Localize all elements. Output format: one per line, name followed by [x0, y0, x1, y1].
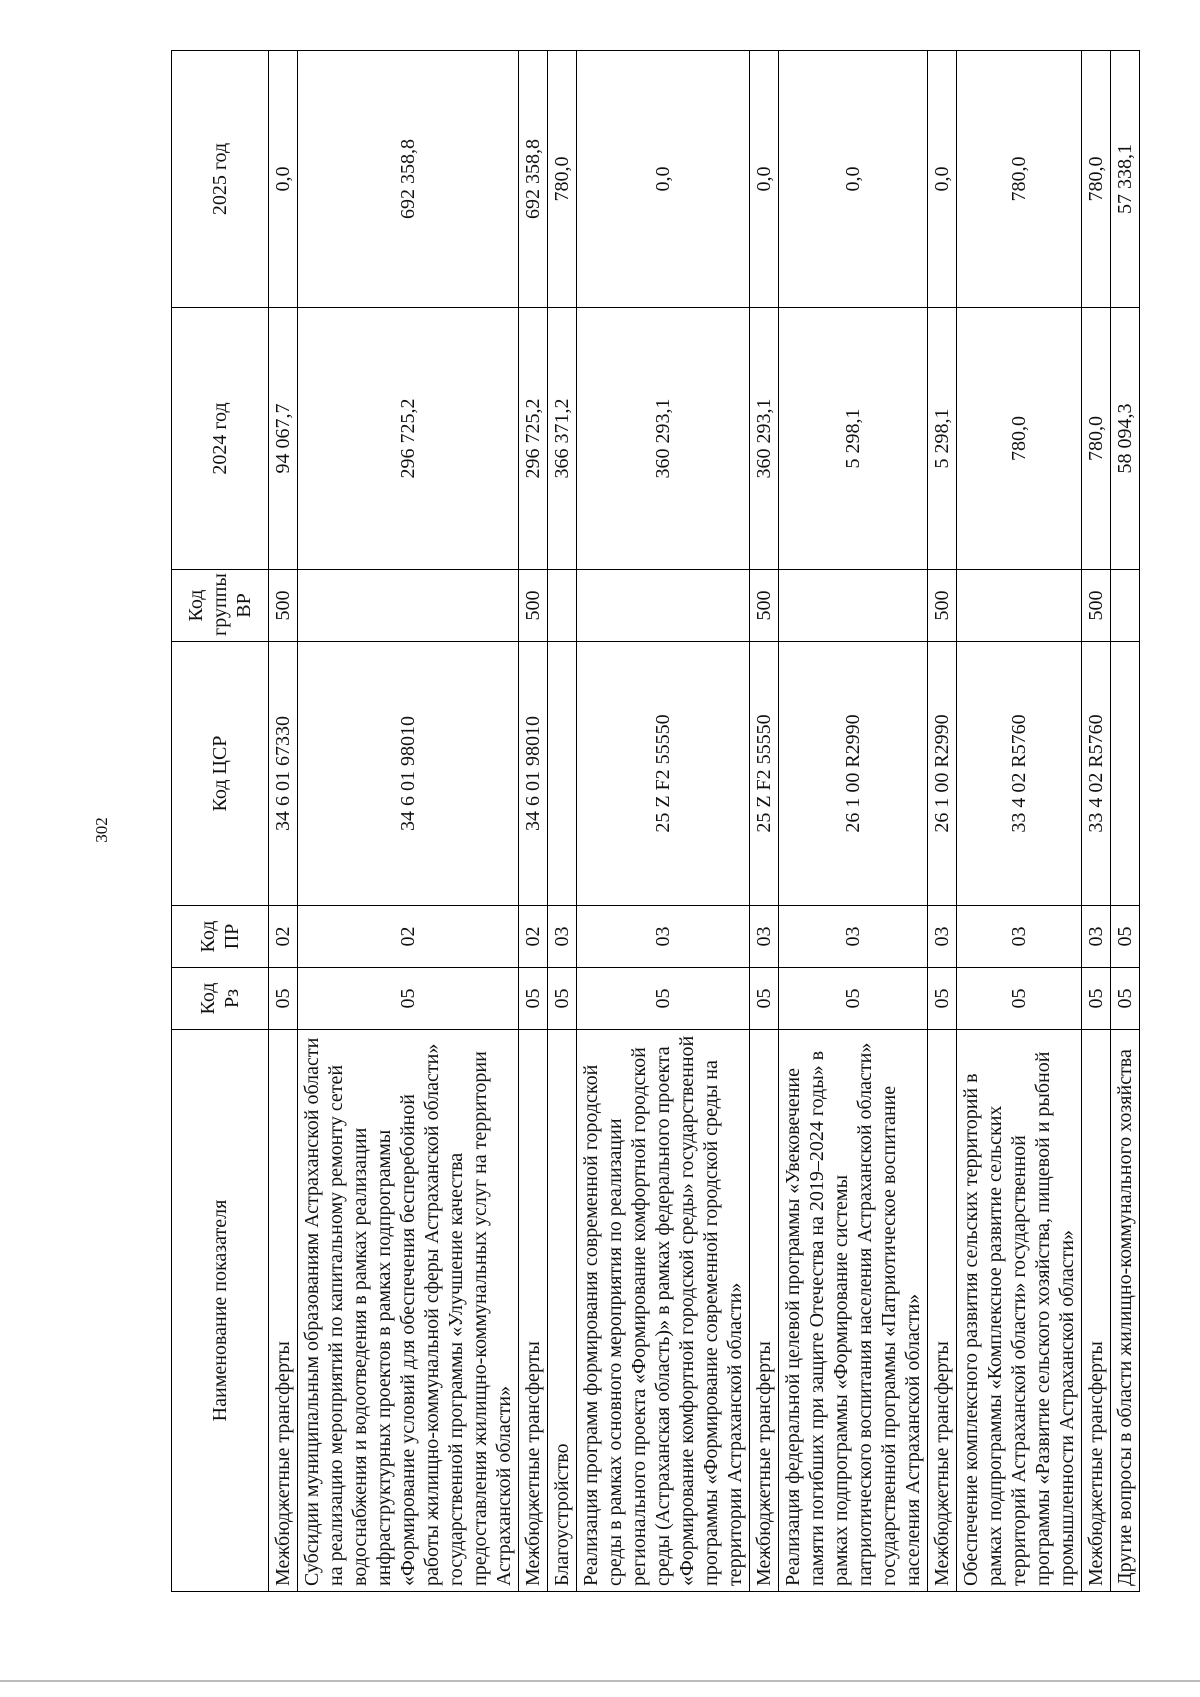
- table-row: [957, 51, 1082, 1592]
- cell-csr: 33 4 02 R5760: [957, 642, 1082, 906]
- table-row: [750, 51, 779, 1592]
- cell-2025: 692 358,8: [519, 51, 548, 308]
- cell-rz: 05: [750, 968, 779, 1030]
- cell-rz: 05: [298, 968, 519, 1030]
- cell-2024: 366 371,2: [548, 308, 577, 570]
- header-rz: Код Рз: [172, 968, 269, 1030]
- cell-vr: [1111, 570, 1140, 642]
- cell-csr: 33 4 02 R5760: [1082, 642, 1111, 906]
- cell-rz: 05: [519, 968, 548, 1030]
- scan-edge-line: [0, 1680, 1200, 1682]
- header-name: Наименование показателя: [172, 1030, 269, 1592]
- cell-name: Межбюджетные трансферты: [928, 1030, 957, 1592]
- cell-rz: 05: [957, 968, 1082, 1030]
- cell-2025: 0,0: [750, 51, 779, 308]
- table-row: [928, 51, 957, 1592]
- cell-2025: 0,0: [928, 51, 957, 308]
- cell-vr: 500: [1082, 570, 1111, 642]
- cell-rz: 05: [548, 968, 577, 1030]
- table-row: [298, 51, 519, 1592]
- header-csr: Код ЦСР: [172, 642, 269, 906]
- cell-2024: 58 094,3: [1111, 308, 1140, 570]
- cell-csr: 34 6 01 67330: [269, 642, 298, 906]
- cell-name: Реализация программ формирования современной городской среды в рамках основного мероприятия по реализации регионального проекта «Формирование комфортной городской среды (Астраханская область)» в рамках федерального проекта «Формирование комфортной городской среды» государственной программы «Формирование современной городской среды на территории Астраханской области»: [577, 1030, 750, 1592]
- budget-table: [171, 50, 1140, 1592]
- cell-vr: [957, 570, 1082, 642]
- table-row: [577, 51, 750, 1592]
- cell-pr: 03: [548, 906, 577, 968]
- table-header-row: [172, 51, 269, 1592]
- cell-rz: 05: [269, 968, 298, 1030]
- cell-rz: 05: [577, 968, 750, 1030]
- cell-vr: 500: [928, 570, 957, 642]
- cell-vr: 500: [750, 570, 779, 642]
- cell-name: Межбюджетные трансферты: [750, 1030, 779, 1592]
- cell-name: Реализация федеральной целевой программы «Увековечение памяти погибших при защите Отечества на 2019–2024 годы» в рамках подпрограммы «Формирование системы патриотического воспитания населения Астраханской области» государственной программы «Патриотическое воспитание населения Астраханской области»: [779, 1030, 928, 1592]
- cell-vr: 500: [269, 570, 298, 642]
- cell-2024: 360 293,1: [577, 308, 750, 570]
- cell-pr: 03: [750, 906, 779, 968]
- cell-2025: 57 338,1: [1111, 51, 1140, 308]
- table-row: [269, 51, 298, 1592]
- cell-rz: 05: [928, 968, 957, 1030]
- table-row: [779, 51, 928, 1592]
- cell-2024: 5 298,1: [779, 308, 928, 570]
- cell-pr: 03: [577, 906, 750, 968]
- cell-2024: 296 725,2: [298, 308, 519, 570]
- cell-csr: 25 Z F2 55550: [577, 642, 750, 906]
- cell-2025: 0,0: [269, 51, 298, 308]
- cell-vr: [577, 570, 750, 642]
- table-row: [548, 51, 577, 1592]
- cell-rz: 05: [1082, 968, 1111, 1030]
- cell-name: Обеспечение комплексного развития сельских территорий в рамках подпрограммы «Комплексное развитие сельских территорий Астраханской области» государственной программы «Развитие сельского хозяйства, пищевой и рыбной промышленности Астраханской области»: [957, 1030, 1082, 1592]
- header-2025: 2025 год: [172, 51, 269, 308]
- header-pr: Код ПР: [172, 906, 269, 968]
- cell-2024: 94 067,7: [269, 308, 298, 570]
- cell-2024: 360 293,1: [750, 308, 779, 570]
- cell-2024: 5 298,1: [928, 308, 957, 570]
- cell-pr: 02: [269, 906, 298, 968]
- cell-csr: [548, 642, 577, 906]
- page-number: 302: [92, 817, 111, 843]
- cell-rz: 05: [779, 968, 928, 1030]
- cell-csr: 34 6 01 98010: [519, 642, 548, 906]
- cell-name: Межбюджетные трансферты: [519, 1030, 548, 1592]
- cell-vr: [298, 570, 519, 642]
- cell-name: Межбюджетные трансферты: [1082, 1030, 1111, 1592]
- cell-csr: 25 Z F2 55550: [750, 642, 779, 906]
- cell-2025: 0,0: [779, 51, 928, 308]
- budget-table-container: [171, 51, 1136, 1592]
- cell-pr: 03: [1082, 906, 1111, 968]
- cell-pr: 03: [779, 906, 928, 968]
- header-2024: 2024 год: [172, 308, 269, 570]
- cell-csr: [1111, 642, 1140, 906]
- table-row: [519, 51, 548, 1592]
- cell-csr: 34 6 01 98010: [298, 642, 519, 906]
- cell-name: Субсидии муниципальным образованиям Астраханской области на реализацию мероприятий по капитальному ремонту сетей водоснабжения и водоотведения в рамках реализации инфраструктурных проектов в рамках подпрограммы «Формирование условий для обеспечения бесперебойной работы жилищно-коммунальной сферы Астраханской области» государственной программы «Улучшение качества предоставления жилищно-коммунальных услуг на территории Астраханской области»: [298, 1030, 519, 1592]
- cell-2025: 692 358,8: [298, 51, 519, 308]
- cell-vr: [779, 570, 928, 642]
- cell-csr: 26 1 00 R2990: [779, 642, 928, 906]
- cell-2025: 0,0: [577, 51, 750, 308]
- table-row: [1111, 51, 1140, 1592]
- cell-vr: [548, 570, 577, 642]
- table-row: [1082, 51, 1111, 1592]
- cell-name: Благоустройство: [548, 1030, 577, 1592]
- cell-2024: 296 725,2: [519, 308, 548, 570]
- cell-2024: 780,0: [1082, 308, 1111, 570]
- cell-pr: 03: [957, 906, 1082, 968]
- cell-name: Межбюджетные трансферты: [269, 1030, 298, 1592]
- cell-vr: 500: [519, 570, 548, 642]
- cell-rz: 05: [1111, 968, 1140, 1030]
- cell-pr: 05: [1111, 906, 1140, 968]
- cell-name: Другие вопросы в области жилищно-коммунального хозяйства: [1111, 1030, 1140, 1592]
- cell-pr: 02: [519, 906, 548, 968]
- cell-csr: 26 1 00 R2990: [928, 642, 957, 906]
- cell-2025: 780,0: [1082, 51, 1111, 308]
- cell-2024: 780,0: [957, 308, 1082, 570]
- cell-2025: 780,0: [957, 51, 1082, 308]
- cell-2025: 780,0: [548, 51, 577, 308]
- cell-pr: 03: [928, 906, 957, 968]
- cell-pr: 02: [298, 906, 519, 968]
- header-vr: Код группы ВР: [172, 570, 269, 642]
